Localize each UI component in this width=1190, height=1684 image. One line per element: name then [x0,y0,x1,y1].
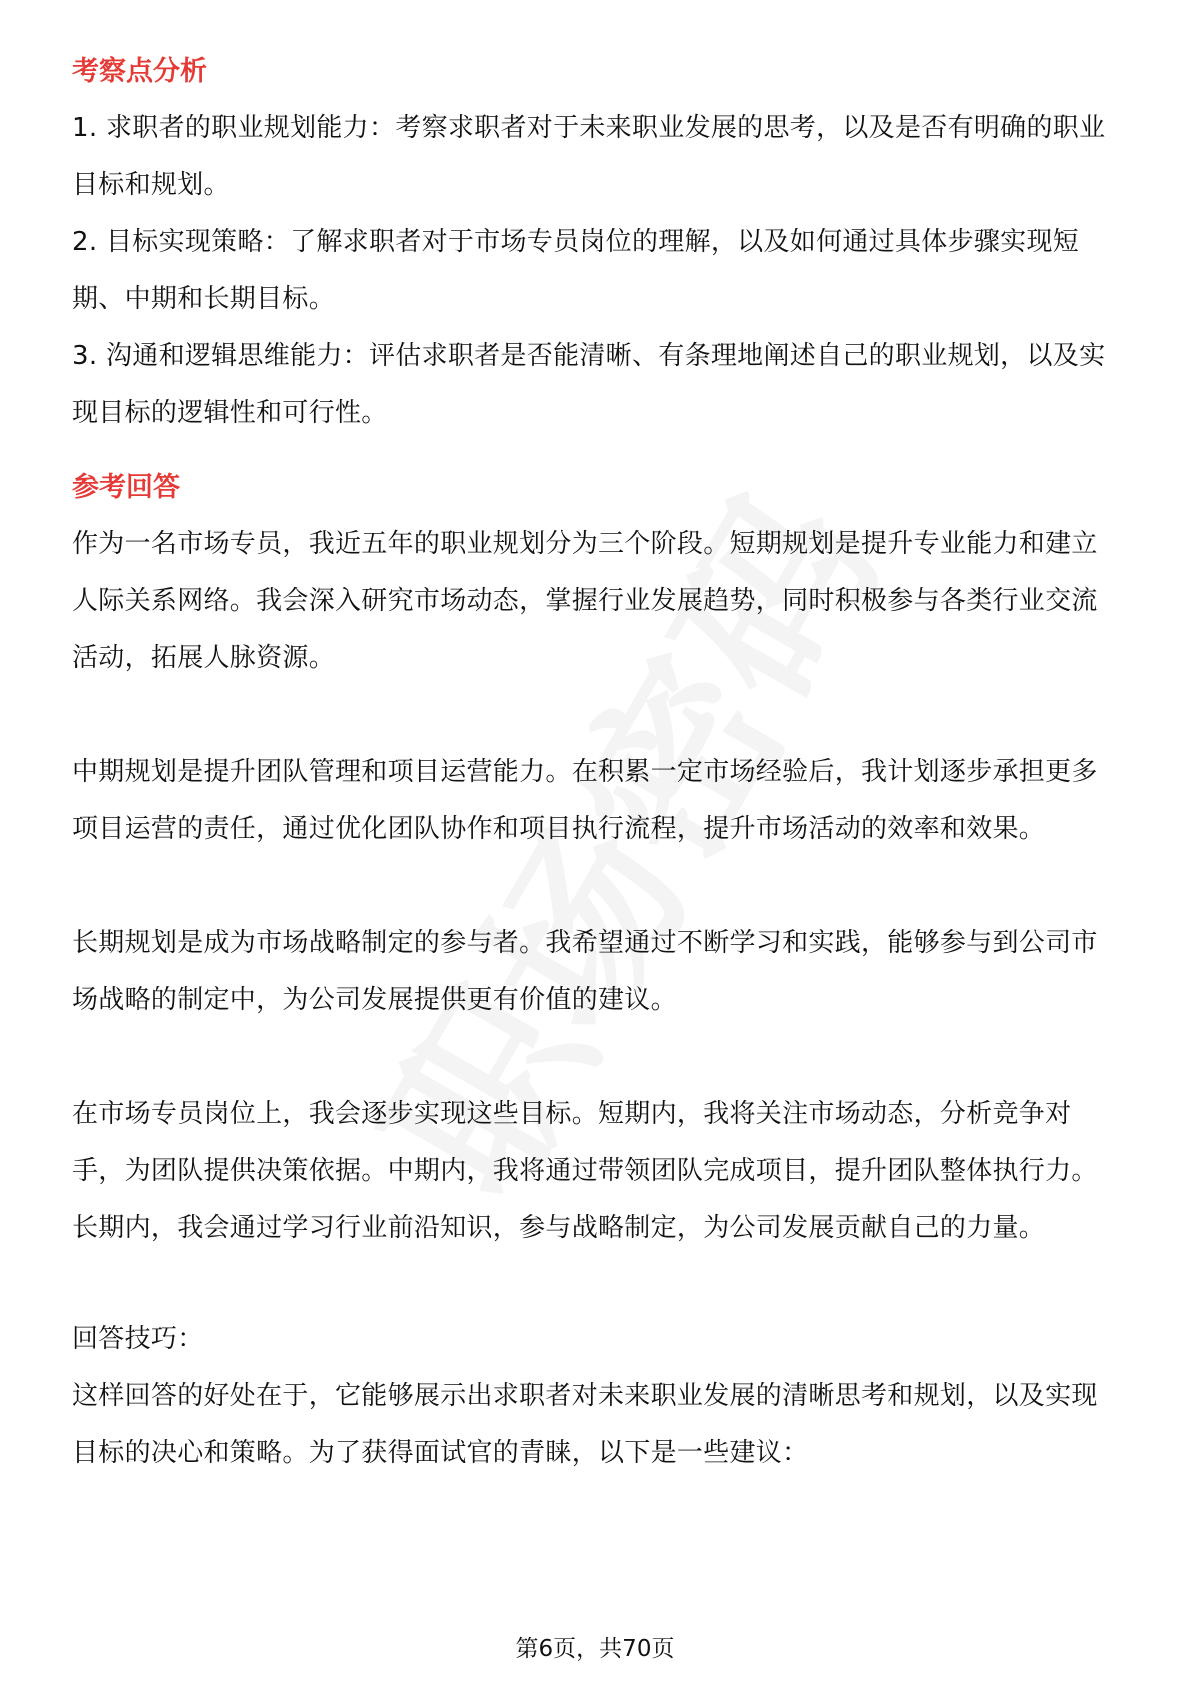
tips-paragraph: 这样回答的好处在于，它能够展示出求职者对未来职业发展的清晰思考和规划，以及实现目标的决心和策略。为了获得面试官的青睐，以下是一些建议： [72,1381,1098,1468]
tips-heading: 回答技巧： [72,1324,204,1354]
answer-heading: 参考回答 [72,472,180,503]
answer-paragraph: 在市场专员岗位上，我会逐步实现这些目标。短期内，我将关注市场动态，分析竞争对手，为团队提供决策依据。中期内，我将通过带领团队完成项目，提升团队整体执行力。长期内，我会通过学习行业前沿知识，参与战略制定，为公司发展贡献自己的力量。 [72,1099,1098,1243]
analysis-item: 2. 目标实现策略：了解求职者对于市场专员岗位的理解，以及如何通过具体步骤实现短期、中期和长期目标。 [72,227,1080,314]
answer-paragraph: 中期规划是提升团队管理和项目运营能力。在积累一定市场经验后，我计划逐步承担更多项目运营的责任，通过优化团队协作和项目执行流程，提升市场活动的效率和效果。 [72,757,1098,844]
answer-paragraph: 长期规划是成为市场战略制定的参与者。我希望通过不断学习和实践，能够参与到公司市场战略的制定中，为公司发展提供更有价值的建议。 [72,928,1098,1015]
analysis-heading: 考察点分析 [72,56,207,87]
page-number: 第6页，共70页 [515,1636,675,1662]
answer-paragraph: 作为一名市场专员，我近五年的职业规划分为三个阶段。短期规划是提升专业能力和建立人际关系网络。我会深入研究市场动态，掌握行业发展趋势，同时积极参与各类行业交流活动，拓展人脉资源。 [72,529,1098,673]
analysis-item: 1. 求职者的职业规划能力：考察求职者对于未来职业发展的思考，以及是否有明确的职业目标和规划。 [72,113,1106,200]
document-content [72,48,1122,1482]
analysis-item: 3. 沟通和逻辑思维能力：评估求职者是否能清晰、有条理地阐述自己的职业规划，以及实现目标的逻辑性和可行性。 [72,341,1106,428]
